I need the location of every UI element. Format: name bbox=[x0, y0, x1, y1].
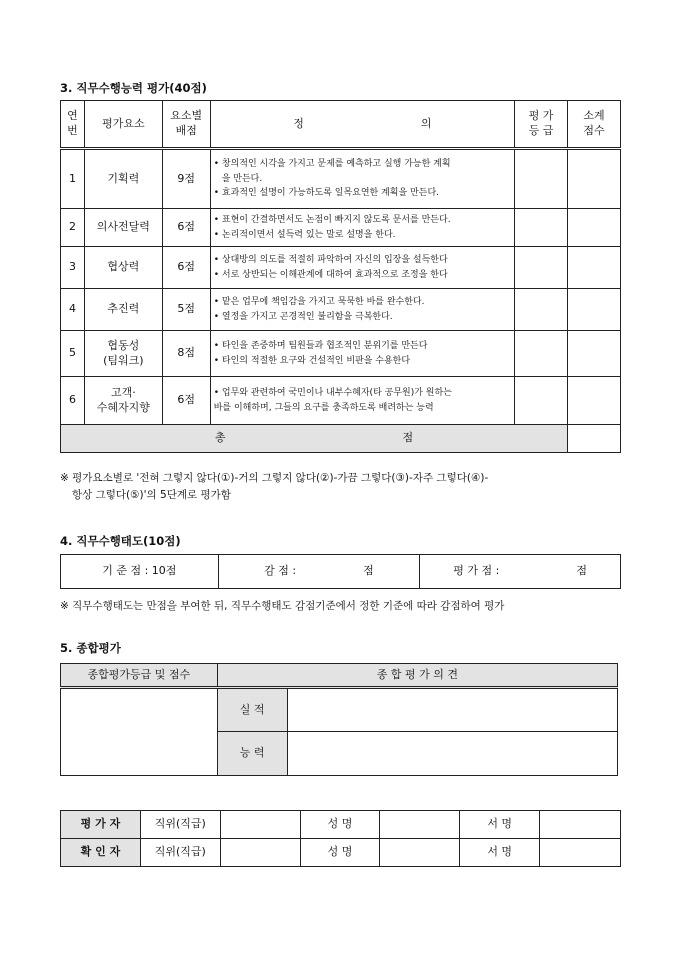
element-name-line: 협동성 bbox=[107, 338, 140, 352]
deduction-cell[interactable] bbox=[218, 555, 420, 589]
section3-title: 3. 직무수행능력 평가(40점) bbox=[60, 81, 207, 95]
element-points: 6점 bbox=[162, 209, 210, 247]
element-definition bbox=[210, 149, 514, 209]
row-number: 4 bbox=[61, 289, 85, 331]
deduction-unit: 점 bbox=[363, 564, 374, 578]
signature-table bbox=[60, 810, 621, 867]
element-definition bbox=[210, 289, 514, 331]
confirmer-signature-cell[interactable] bbox=[540, 839, 621, 867]
attitude-score-cell[interactable] bbox=[420, 555, 621, 589]
performance-opinion-cell[interactable] bbox=[287, 688, 617, 732]
col-header-points: 요소별 배점 bbox=[162, 101, 210, 149]
table-row bbox=[61, 289, 621, 331]
note-line: 항상 그렇다(⑤)'의 5단계로 평가함 bbox=[72, 488, 231, 501]
performance-label: 실 적 bbox=[217, 688, 287, 732]
evaluator-name-cell[interactable] bbox=[380, 811, 460, 839]
subtotal-cell[interactable] bbox=[568, 289, 621, 331]
row-number: 1 bbox=[61, 149, 85, 209]
subtotal-cell[interactable] bbox=[568, 149, 621, 209]
definition-line: • 효과적인 설명이 가능하도록 일목요연한 계획을 만든다. bbox=[213, 188, 440, 199]
definition-line: • 업무와 관련하여 국민이나 내부수혜자(타 공무원)가 원하는 bbox=[213, 388, 452, 399]
attitude-score-label: 평 가 점 : bbox=[453, 564, 500, 578]
position-label: 직위(직급) bbox=[140, 839, 220, 867]
definition-line: • 타인을 존중하며 팀원들과 협조적인 분위기를 만든다 bbox=[213, 341, 428, 352]
evaluator-position-cell[interactable] bbox=[220, 811, 300, 839]
table-row bbox=[61, 209, 621, 247]
ability-opinion-cell[interactable] bbox=[287, 732, 617, 776]
definition-line: • 논리적이면서 설득력 있는 말로 설명을 한다. bbox=[213, 229, 396, 240]
signature-label: 서 명 bbox=[460, 839, 540, 867]
element-name bbox=[84, 331, 162, 377]
col-header-subtotal: 소계 점수 bbox=[568, 101, 621, 149]
attitude-table bbox=[60, 554, 621, 589]
subtotal-cell[interactable] bbox=[568, 209, 621, 247]
col-header-definition bbox=[210, 101, 514, 149]
deduction-label: 감 점 : bbox=[264, 564, 297, 578]
col-header-element: 평가요소 bbox=[84, 101, 162, 149]
element-definition bbox=[210, 331, 514, 377]
subtotal-cell[interactable] bbox=[568, 247, 621, 289]
col-header-grade: 평 가 등 급 bbox=[515, 101, 568, 149]
definition-line: • 열정을 가지고 곤경적인 불리함을 극복한다. bbox=[213, 311, 393, 322]
name-label: 성 명 bbox=[300, 839, 380, 867]
element-name: 협상력 bbox=[84, 247, 162, 289]
element-points: 8점 bbox=[162, 331, 210, 377]
element-name-line: 고객· bbox=[111, 385, 136, 399]
total-label-a: 총 bbox=[214, 431, 226, 445]
definition-line: • 맡은 업무에 책임감을 가지고 묵묵한 바를 완수한다. bbox=[213, 297, 425, 308]
confirmer-name-cell[interactable] bbox=[380, 839, 460, 867]
evaluator-label: 평 가 자 bbox=[61, 811, 141, 839]
table-row bbox=[61, 331, 621, 377]
element-name: 추진력 bbox=[84, 289, 162, 331]
element-name-line: 수혜자지향 bbox=[96, 400, 150, 414]
overall-opinion-header: 종 합 평 가 의 견 bbox=[217, 664, 617, 688]
section5-title: 5. 종합평가 bbox=[60, 641, 121, 655]
overall-evaluation-table bbox=[60, 663, 618, 776]
element-name-line: (팀워크) bbox=[103, 353, 144, 367]
note-line: ※ 평가요소별로 '전혀 그렇지 않다(①)-거의 그렇지 않다(②)-가끔 그렇다(③)-자주 그렇다(④)- bbox=[60, 472, 489, 484]
competency-table bbox=[60, 100, 621, 453]
attitude-score-unit: 점 bbox=[576, 564, 587, 578]
grade-cell[interactable] bbox=[515, 289, 568, 331]
base-score: 기 준 점 : 10점 bbox=[61, 555, 219, 589]
grade-cell[interactable] bbox=[515, 149, 568, 209]
element-definition bbox=[210, 377, 514, 425]
definition-line: • 표현이 간결하면서도 논점이 빠지지 않도록 문서를 만든다. bbox=[213, 215, 451, 226]
definition-line: • 서로 상반되는 이해관계에 대하여 효과적으로 조정을 한다 bbox=[213, 269, 448, 280]
element-definition bbox=[210, 209, 514, 247]
confirmer-position-cell[interactable] bbox=[220, 839, 300, 867]
element-points: 6점 bbox=[162, 377, 210, 425]
rating-scale-note bbox=[60, 470, 630, 504]
grade-cell[interactable] bbox=[515, 247, 568, 289]
signature-row bbox=[61, 839, 621, 867]
total-score-cell[interactable] bbox=[568, 425, 621, 453]
definition-line: 을 만든다. bbox=[221, 173, 263, 184]
subtotal-cell[interactable] bbox=[568, 331, 621, 377]
row-number: 3 bbox=[61, 247, 85, 289]
signature-label: 서 명 bbox=[460, 811, 540, 839]
element-definition bbox=[210, 247, 514, 289]
ability-label: 능 력 bbox=[217, 732, 287, 776]
definition-line: 바를 이해하며, 그들의 요구를 충족하도록 배려하는 능력 bbox=[213, 402, 434, 413]
overall-grade-cell[interactable] bbox=[61, 688, 218, 776]
section4-title: 4. 직무수행태도(10점) bbox=[60, 534, 181, 548]
attitude-note: ※ 직무수행태도는 만점을 부여한 뒤, 직무수행태도 감점기준에서 정한 기준에 따라 감점하여 평가 bbox=[60, 600, 505, 612]
total-label-b: 점 bbox=[402, 431, 414, 445]
def-header-b: 의 bbox=[420, 116, 432, 130]
definition-line: • 타인의 적절한 요구와 건설적인 비판을 수용한다 bbox=[213, 355, 411, 366]
subtotal-cell[interactable] bbox=[568, 377, 621, 425]
grade-cell[interactable] bbox=[515, 209, 568, 247]
element-name: 의사전달력 bbox=[84, 209, 162, 247]
evaluator-signature-cell[interactable] bbox=[540, 811, 621, 839]
element-points: 6점 bbox=[162, 247, 210, 289]
definition-line: • 상대방의 의도를 적절히 파악하여 자신의 입장을 설득한다 bbox=[213, 255, 448, 266]
col-header-no: 연번 bbox=[61, 101, 85, 149]
def-header-a: 정 bbox=[293, 116, 304, 130]
grade-cell[interactable] bbox=[515, 377, 568, 425]
definition-line: • 창의적인 시각을 가지고 문제를 예측하고 실행 가능한 계획 bbox=[213, 159, 451, 170]
signature-row bbox=[61, 811, 621, 839]
row-number: 5 bbox=[61, 331, 85, 377]
element-points: 9점 bbox=[162, 149, 210, 209]
confirmer-label: 확 인 자 bbox=[61, 839, 141, 867]
total-row-label bbox=[61, 425, 568, 453]
table-row bbox=[61, 377, 621, 425]
table-row bbox=[61, 149, 621, 209]
overall-grade-header: 종합평가등급 및 점수 bbox=[61, 664, 218, 688]
element-name: 기획력 bbox=[84, 149, 162, 209]
grade-cell[interactable] bbox=[515, 331, 568, 377]
position-label: 직위(직급) bbox=[140, 811, 220, 839]
element-points: 5점 bbox=[162, 289, 210, 331]
row-number: 6 bbox=[61, 377, 85, 425]
name-label: 성 명 bbox=[300, 811, 380, 839]
table-row bbox=[61, 247, 621, 289]
element-name bbox=[84, 377, 162, 425]
row-number: 2 bbox=[61, 209, 85, 247]
